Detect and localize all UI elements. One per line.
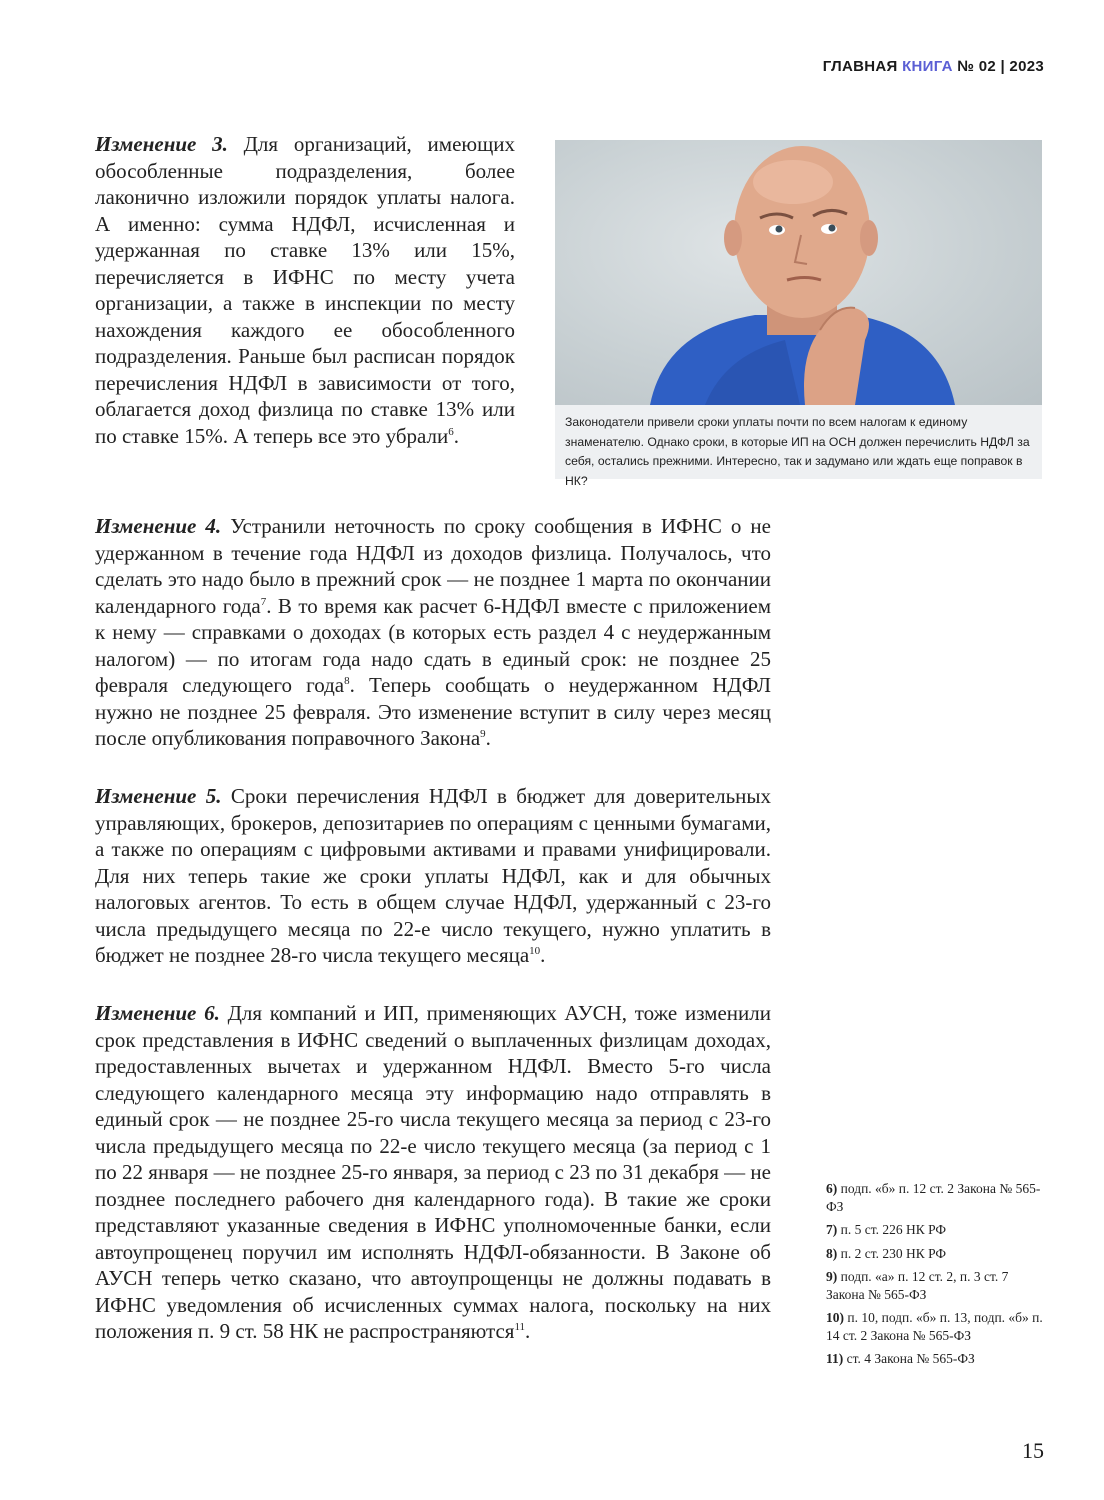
paragraph-lead: Изменение 3. — [95, 132, 228, 156]
paragraph-change-4 — [95, 513, 771, 752]
paragraph-end: . — [453, 423, 460, 448]
footnotes — [826, 1180, 1046, 1374]
paragraph-change-3 — [95, 131, 515, 449]
footnote-ref: 7 — [260, 595, 267, 608]
paragraph-change-5 — [95, 783, 771, 969]
footnote-number: 6) — [826, 1181, 838, 1196]
footnote-item — [826, 1245, 1046, 1263]
thinking-man-icon — [555, 140, 1042, 405]
footnote-text: ст. 4 Закона № 565-ФЗ — [843, 1351, 975, 1366]
footnote-number: 9) — [826, 1269, 838, 1284]
paragraph-end: . — [525, 1319, 531, 1343]
footnote-number: 11) — [826, 1351, 844, 1366]
paragraph-body: . В то время как расчет 6-НДФЛ вместе с приложением к нему — справками о доходах (в которых есть раздел 4 с неудержанным налогом) — по итогам года надо сдать в единый срок: не позднее 25 февраля следующего года — [95, 593, 771, 697]
paragraph-end: . — [540, 943, 546, 967]
page-number: 15 — [1022, 1438, 1044, 1463]
footnote-text: п. 2 ст. 230 НК РФ — [837, 1245, 947, 1261]
thinking-man-photo — [555, 140, 1042, 405]
brand-main: ГЛАВНАЯ — [822, 58, 898, 75]
paragraph-body: Для организаций, имеющих обособленные подразделения, более лаконично изложили порядок уплаты налога. А именно: сумма НДФЛ, исчисленная и удержанная по ставке 13% или 15%, перечисляется в ИФНС по месту учета организации, а также в инспекции по месту нахождения каждого ее обособленного подразделения. Раньше был расписан порядок перечисления НДФЛ в зависимости от того, облагается доход физлица по ставке 13% или по ставке 15%. А теперь все это убрали — [95, 132, 515, 448]
paragraph-lead: Изменение 6. — [95, 1001, 220, 1025]
brand-accent: КНИГА — [902, 58, 953, 75]
issue-number: № 02 | 2023 — [957, 58, 1044, 75]
paragraph-lead: Изменение 4. — [95, 514, 222, 538]
paragraph-body: Сроки перечисления НДФЛ в бюджет для доверительных управляющих, брокеров, депозитариев по операциям с ценными бумагами, а также по операциям с цифровыми активами и правами унифицировали. Для них теперь такие же сроки уплаты НДФЛ, как и для обычных налоговых агентов. То есть в общем случае НДФЛ, удержанный с 23-го числа предыдущего месяца по 22-е число текущего, нужно уплатить в бюджет не позднее 28-го числа текущего месяца — [95, 784, 771, 967]
footnote-text: п. 5 ст. 226 НК РФ — [837, 1222, 947, 1237]
footnote-text: подп. «б» п. 12 ст. 2 Закона № 565-ФЗ — [826, 1181, 1041, 1214]
footnote-number: 10) — [826, 1310, 844, 1325]
footnote-ref: 8 — [344, 675, 350, 687]
footnote-text: подп. «а» п. 12 ст. 2, п. 3 ст. 7 Закона № 565-ФЗ — [826, 1269, 1009, 1302]
footnote-item — [826, 1350, 1046, 1368]
page-header — [823, 58, 1044, 75]
paragraph-body: Для компаний и ИП, применяющих АУСН, тоже изменили срок представления в ИФНС сведений о выплаченных физлицам доходах, предоставленных вычетах и удержанном НДФЛ. Вместо 5-го числа следующего календарного месяца эту информацию надо отправлять в единый срок — не позднее 25-го числа текущего месяца за период с 23-го числа предыдущего месяца по 22-е число текущего месяца (за период с 1 по 22 января — не позднее 25-го января, за период с 23 по 31 декабря — не позднее последнего рабочего дня календарного года). В такие же сроки представляют указанные сведения в ИФНС уполномоченные банки, если автоупрощенец поручил им исполнять НДФЛ-обязанности. В Законе об АУСН теперь четко сказано, что автоупрощенцы не должны подавать в ИФНС уведомления об исчисленных суммах налога, поскольку на них положения п. 9 ст. 58 НК не распространяются — [95, 1001, 771, 1343]
footnote-ref: 9 — [480, 728, 486, 740]
footnote-item — [826, 1309, 1046, 1344]
footnote-number: 8) — [826, 1245, 838, 1261]
footnote-ref: 6 — [448, 425, 454, 438]
paragraph-body: Устранили неточность по сроку сообщения в ИФНС о не удержанном в течение года НДФЛ из доходов физлица. Получалось, что сделать это надо было в прежний срок — не позднее 1 марта по окончании календарного года — [95, 514, 771, 618]
paragraph-lead: Изменение 5. — [95, 784, 222, 808]
footnote-item — [826, 1221, 1046, 1239]
footnote-item — [826, 1180, 1046, 1215]
footnote-ref: 10 — [529, 945, 541, 957]
paragraph-change-6 — [95, 1000, 771, 1345]
paragraph-end: . — [485, 726, 491, 750]
footnote-item — [826, 1268, 1046, 1303]
footnote-number: 7) — [826, 1222, 838, 1237]
paragraph-body: . Теперь сообщать о неудержанном НДФЛ нужно не позднее 25 февраля. Это изменение вступит в силу через месяц после опубликования поправочного Закона — [95, 673, 772, 750]
footnote-ref: 11 — [514, 1321, 526, 1333]
footnote-text: п. 10, подп. «б» п. 13, подп. «б» п. 14 ст. 2 Закона № 565-ФЗ — [826, 1310, 1043, 1343]
photo-caption: Законодатели привели сроки уплаты почти по всем налогам к единому знаменателю. Однако сроки, в которые ИП на ОСН должен перечислить НДФЛ за себя, остались прежними. Интересно, так и задумано или ждать еще поправок в НК? — [565, 415, 1030, 488]
